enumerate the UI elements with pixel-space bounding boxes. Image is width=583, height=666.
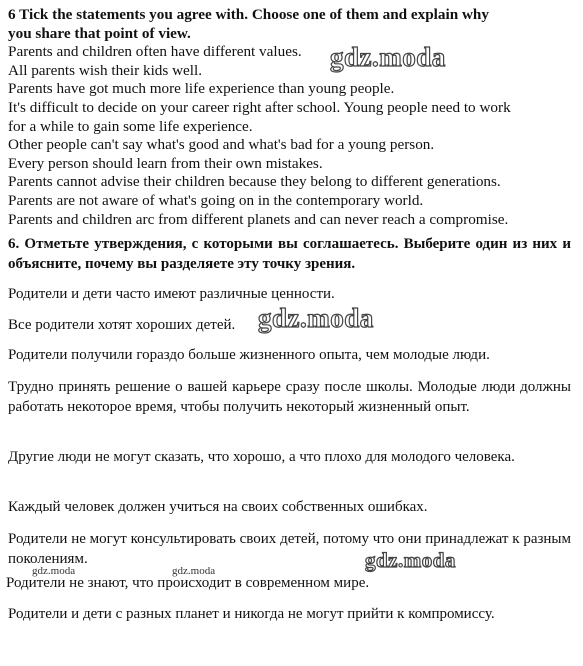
english-heading-line1: 6 Tick the statements you agree with. Choose one of them and explain why: [8, 6, 489, 23]
english-statement: Other people can't say what's good and what's bad for a young person.: [8, 136, 435, 154]
watermark-logo: gdz.moda: [330, 42, 446, 72]
watermark-small: gdz.moda: [172, 565, 216, 577]
english-statement: Every person should learn from their own mistakes.: [8, 154, 323, 172]
english-statement: Parents and children often have different values.: [8, 43, 302, 61]
english-heading-line2: you share that point of view.: [8, 24, 191, 42]
russian-statement: Родители не могут консультировать своих детей, потому что они принадлежат к разным поколениям.: [8, 531, 571, 567]
english-statement: Parents are not aware of what's going on in the contemporary world.: [8, 191, 424, 209]
english-statement: Parents have got much more life experience than young people.: [8, 80, 395, 98]
russian-statement: Родители получили гораздо больше жизненного опыта, чем молодые люди.: [8, 347, 490, 363]
english-statement: It's difficult to decide on your career right after school. Young people need to work: [8, 98, 511, 116]
english-statement: Parents and children arc from different planets and can never reach a compromise.: [8, 210, 509, 228]
english-statement: All parents wish their kids well.: [8, 61, 203, 79]
watermark-small: gdz.moda: [32, 565, 76, 577]
russian-statement: Каждый человек должен учиться на своих собственных ошибках.: [8, 499, 428, 515]
russian-statement: Другие люди не могут сказать, что хорошо, а что плохо для молодого человека.: [8, 449, 515, 465]
russian-statement: Трудно принять решение о вашей карьере сразу после школы. Молодые люди должны работать некоторое время, чтобы получить некоторый жизненный опыт.: [8, 379, 571, 415]
english-section: [8, 6, 580, 229]
english-statement: for a while to gain some life experience.: [8, 117, 253, 135]
english-statement: Parents cannot advise their children because they belong to different generations.: [8, 173, 501, 191]
russian-statement: Родители не знают, что происходит в современном мире.: [6, 575, 370, 591]
russian-statement: Родители и дети с разных планет и никогда не могут прийти к компромиссу.: [8, 606, 495, 622]
russian-statement: Все родители хотят хороших детей.: [8, 317, 236, 333]
russian-statement: Родители и дети часто имеют различные ценности.: [8, 286, 335, 302]
russian-heading: 6. Отметьте утверждения, с которыми вы соглашаетесь. Выберите один из них и объясните, почему вы разделяете эту точку зрения.: [8, 236, 571, 272]
watermark-logo: gdz.moda: [365, 548, 456, 572]
watermark-logo: gdz.moda: [258, 303, 374, 333]
